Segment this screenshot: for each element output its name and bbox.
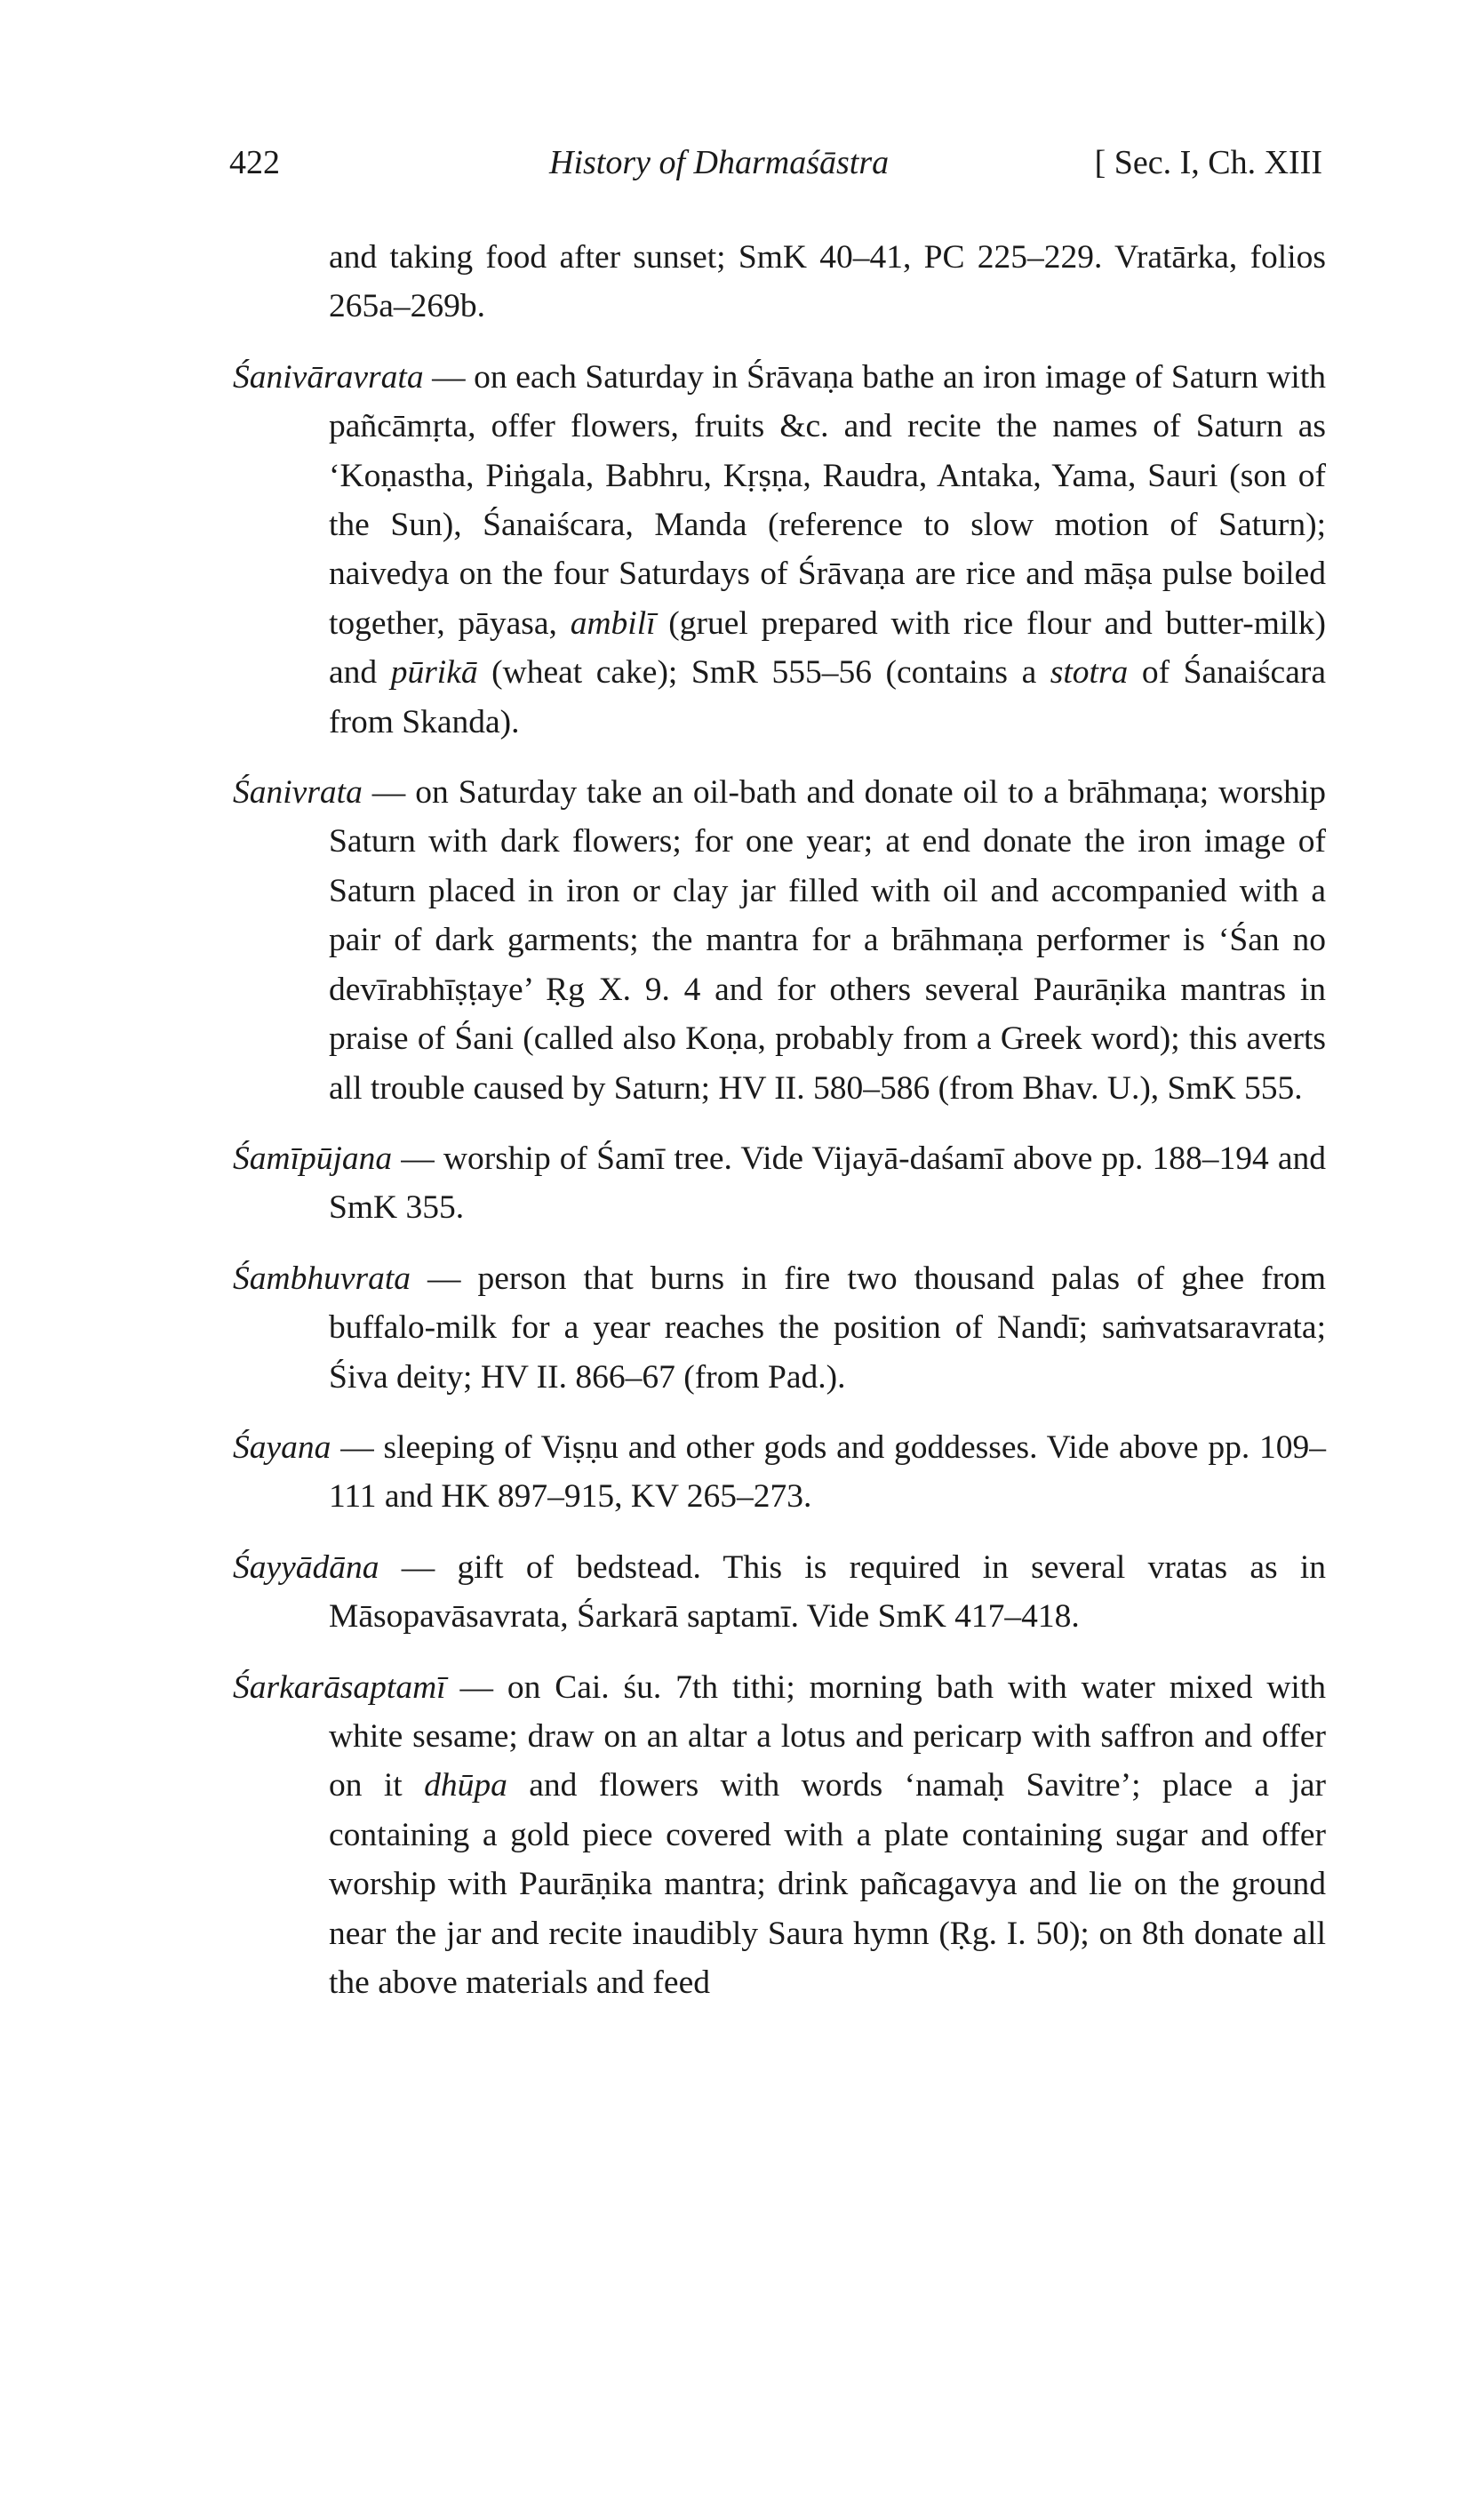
entry-sanivaravrata [233,353,1326,747]
entry-text: — on Cai. śu. 7th tithi; morning bath with water mixed with white sesame; draw on an altar a lotus and pericarp with saffron and offer on it [329,1668,1326,1804]
entry-text: — gift of bedstead. This is required in several vratas as in Māsopavāsavrata, Śarkarā saptamī. Vide SmK 417–418. [329,1548,1326,1636]
entry-headword: Śanivāravrata [233,358,424,396]
entry-headword: Śayyādāna [233,1548,379,1586]
continued-entry [233,233,1326,332]
entry-headword: Śarkarāsaptamī [233,1668,446,1706]
entry-italic-term: stotra [1050,654,1129,692]
entry-headword: Śayana [233,1428,331,1466]
entry-text: — on Saturday take an oil-bath and donate oil to a brāhmaṇa; worship Saturn with dark flowers; for one year; at end donate the iron image of Saturn placed in iron or clay jar filled with oil and accompanied with a pair of dark garments; the mantra for a brāhmaṇa performer is ‘Śan no devīrabhīṣṭaye’ Ṛg X. 9. 4 and for others several Paurāṇika mantras in praise of Śani (called also Koṇa, probably from a Greek word); this averts all trouble caused by Saturn; HV II. 580–586 (from Bhav. U.), SmK 555. [329,774,1326,1107]
entry-text: and flowers with words ‘namaḥ Savitre’; place a jar containing a gold piece covered with a plate containing sugar and offer worship with Paurāṇika mantra; drink pañcagavya and lie on the ground near the jar and recite inaudibly Saura hymn (Ṛg. I. 50); on 8th donate all the above materials and feed [329,1767,1326,2001]
entry-text: — on each Saturday in Śrāvaṇa bathe an iron image of Saturn with pañcāmṛta, offer flowers, fruits &c. and recite the names of Saturn as ‘Koṇastha, Piṅgala, Babhru, Kṛṣṇa, Raudra, Antaka, Yama, Sauri (son of the Sun), Śanaiścara, Manda (reference to slow motion of Saturn); naivedya on the four Saturdays of Śrāvaṇa are rice and māṣa pulse boiled together, pāyasa, [329,358,1326,642]
entry-samipujana [233,1134,1326,1233]
entry-sayana [233,1423,1326,1522]
page-body [233,233,1326,2028]
running-header [229,132,1322,194]
entry-headword: Śanivrata [233,774,363,812]
entry-text: — person that burns in fire two thousand palas of ghee from buffalo-milk for a year reaches the position of Nandī; saṁvatsaravrata; Śiva deity; HV II. 866–67 (from Pad.). [329,1260,1326,1396]
running-title: History of Dharmaśāstra [549,144,890,181]
page-number: 422 [229,144,280,181]
section-reference: [ Sec. I, Ch. XIII [1094,144,1322,181]
entry-text: — sleeping of Viṣṇu and other gods and goddesses. Vide above pp. 109–111 and HK 897–915, KV 265–273. [329,1428,1326,1516]
entry-italic-term: ambilī [570,604,656,642]
entry-text: of Śanaiścara from Skanda). [329,654,1326,740]
entry-sambhuvrata [233,1254,1326,1402]
entry-sanivrata [233,768,1326,1113]
entry-sayyadana [233,1543,1326,1642]
entry-italic-term: pūrikā [390,654,478,692]
entry-text: (gruel prepared with rice flour and butter-milk) and [329,604,1326,692]
entry-sarkarasaptami [233,1663,1326,2008]
entry-headword: Śambhuvrata [233,1260,411,1297]
entry-headword: Śamīpūjana [233,1140,393,1177]
entry-italic-term: dhūpa [424,1767,507,1804]
entry-text: — worship of Śamī tree. Vide Vijayā-daśamī above pp. 188–194 and SmK 355. [329,1140,1326,1227]
entry-text: and taking food after sunset; SmK 40–41, PC 225–229. Vratārka, folios 265a–269b. [329,239,1326,325]
entry-text: (wheat cake); SmR 555–56 (contains a [477,654,1050,692]
